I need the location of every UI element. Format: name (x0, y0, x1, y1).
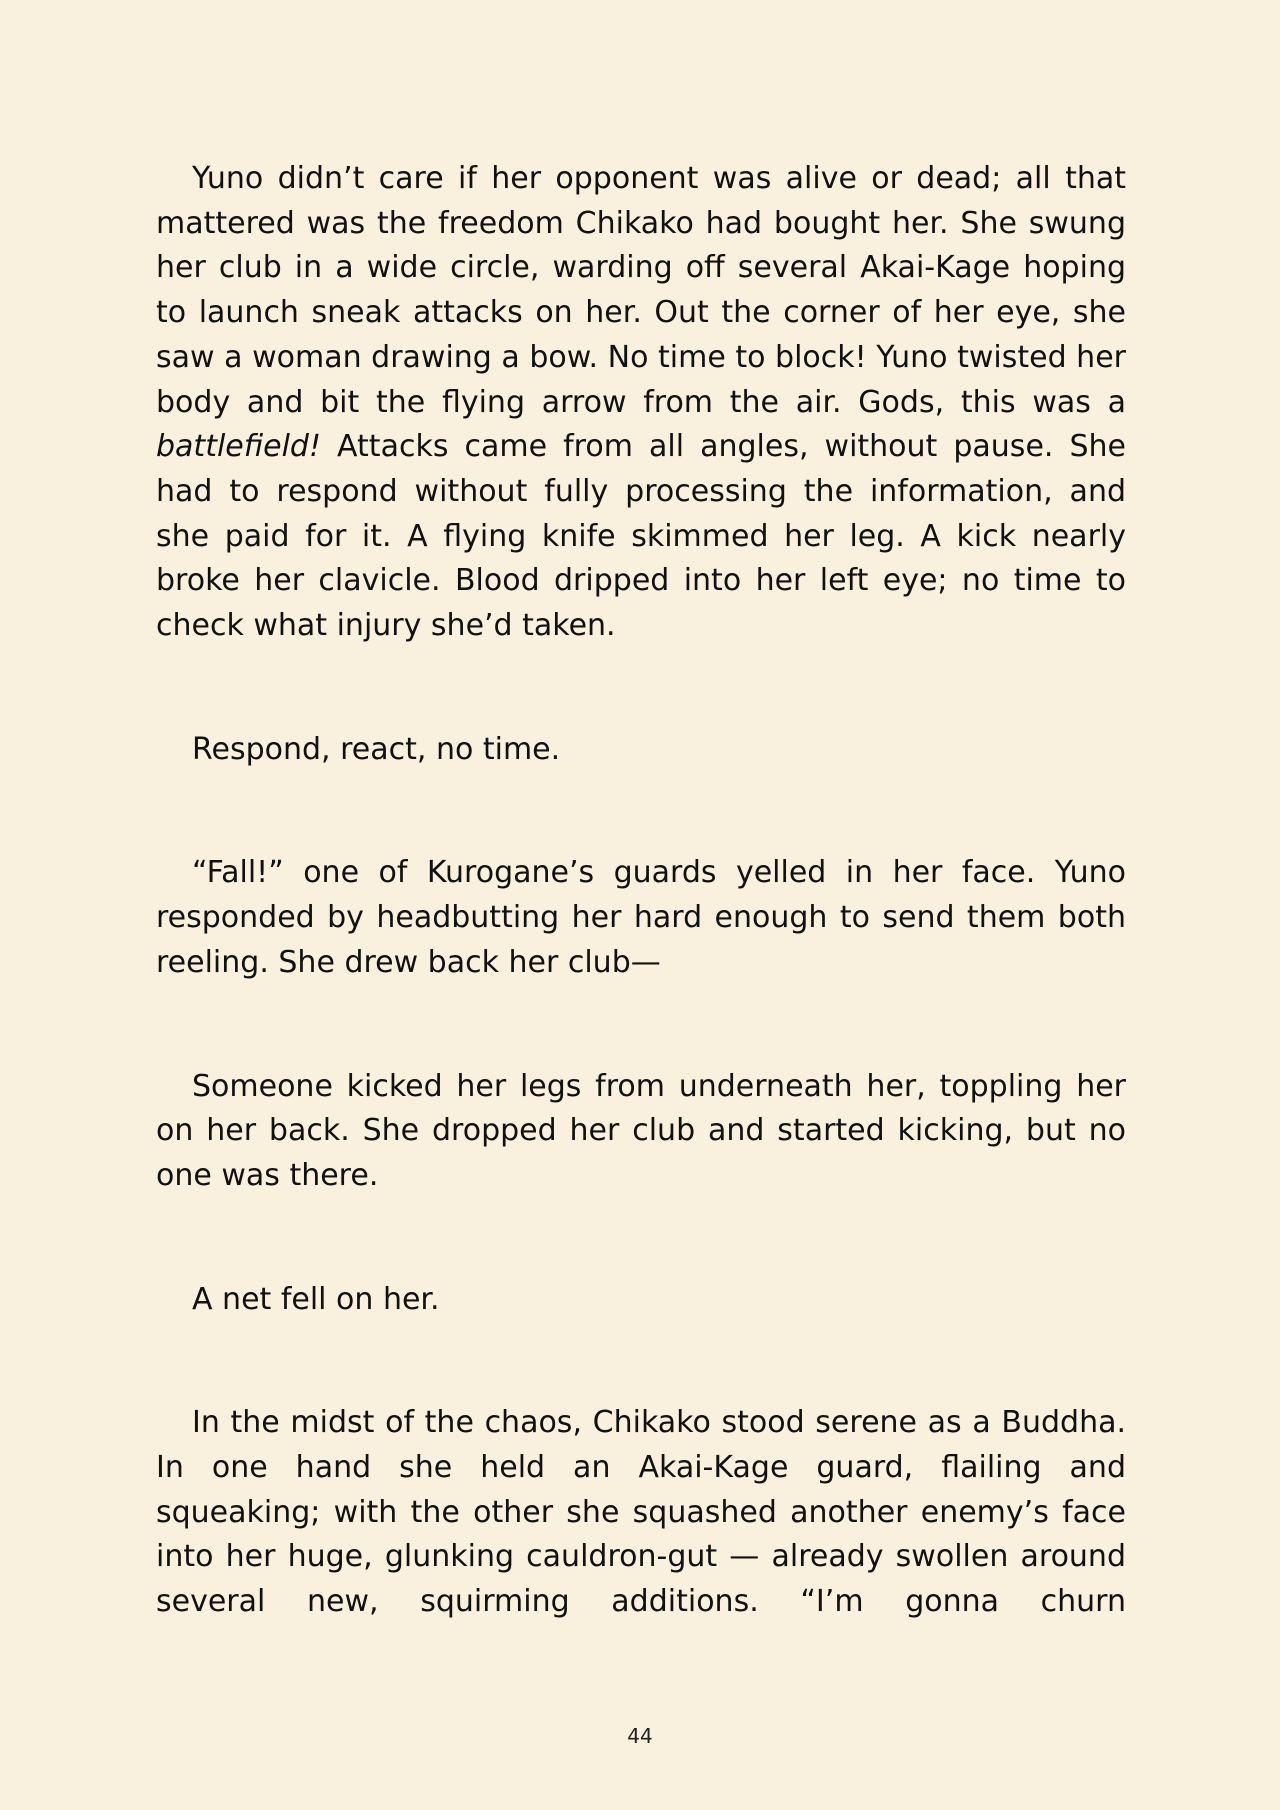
paragraph: Someone kicked her legs from underneath her, toppling her on her back. She dropped her club and started kicking, but no one was there. (156, 1068, 1126, 1193)
emphasized-text: battlefield! (156, 429, 321, 465)
paragraph (156, 157, 1126, 649)
paragraph: A net fell on her. (192, 1281, 440, 1317)
paragraph: Respond, react, no time. (192, 731, 561, 767)
paragraph-text-continued: Attacks came from all angles, without pause. She had to respond without fully processing the information, and she paid for it. A flying knife skimmed her leg. A kick nearly broke her clavicle. Blood dripped into her left eye; no time to check what injury she’d taken. (156, 429, 1126, 644)
paragraph: “Fall!” one of Kurogane’s guards yelled in her face. Yuno responded by headbutting her hard enough to send them both reeling. She drew back her club— (156, 855, 1126, 980)
paragraph-text: Yuno didn’t care if her opponent was alive or dead; all that mattered was the freedom Chikako had bought her. She swung her club in a wide circle, warding off several Akai-Kage hoping to launch sneak attacks on her. Out the corner of her eye, she saw a woman drawing a bow. No time to block! Yuno twisted her body and bit the flying arrow from the air. Gods, this was a (156, 161, 1126, 420)
page-number: 44 (627, 1724, 653, 1748)
paragraph: In the midst of the chaos, Chikako stood serene as a Buddha. In one hand she held an Akai-Kage guard, flailing and squeaking; with the other she squashed another enemy’s face into her huge, glunking cauldron-gut — already swollen around several new, squirming additions. “I’m gonna churn (156, 1405, 1126, 1620)
page-body (156, 157, 1126, 1625)
